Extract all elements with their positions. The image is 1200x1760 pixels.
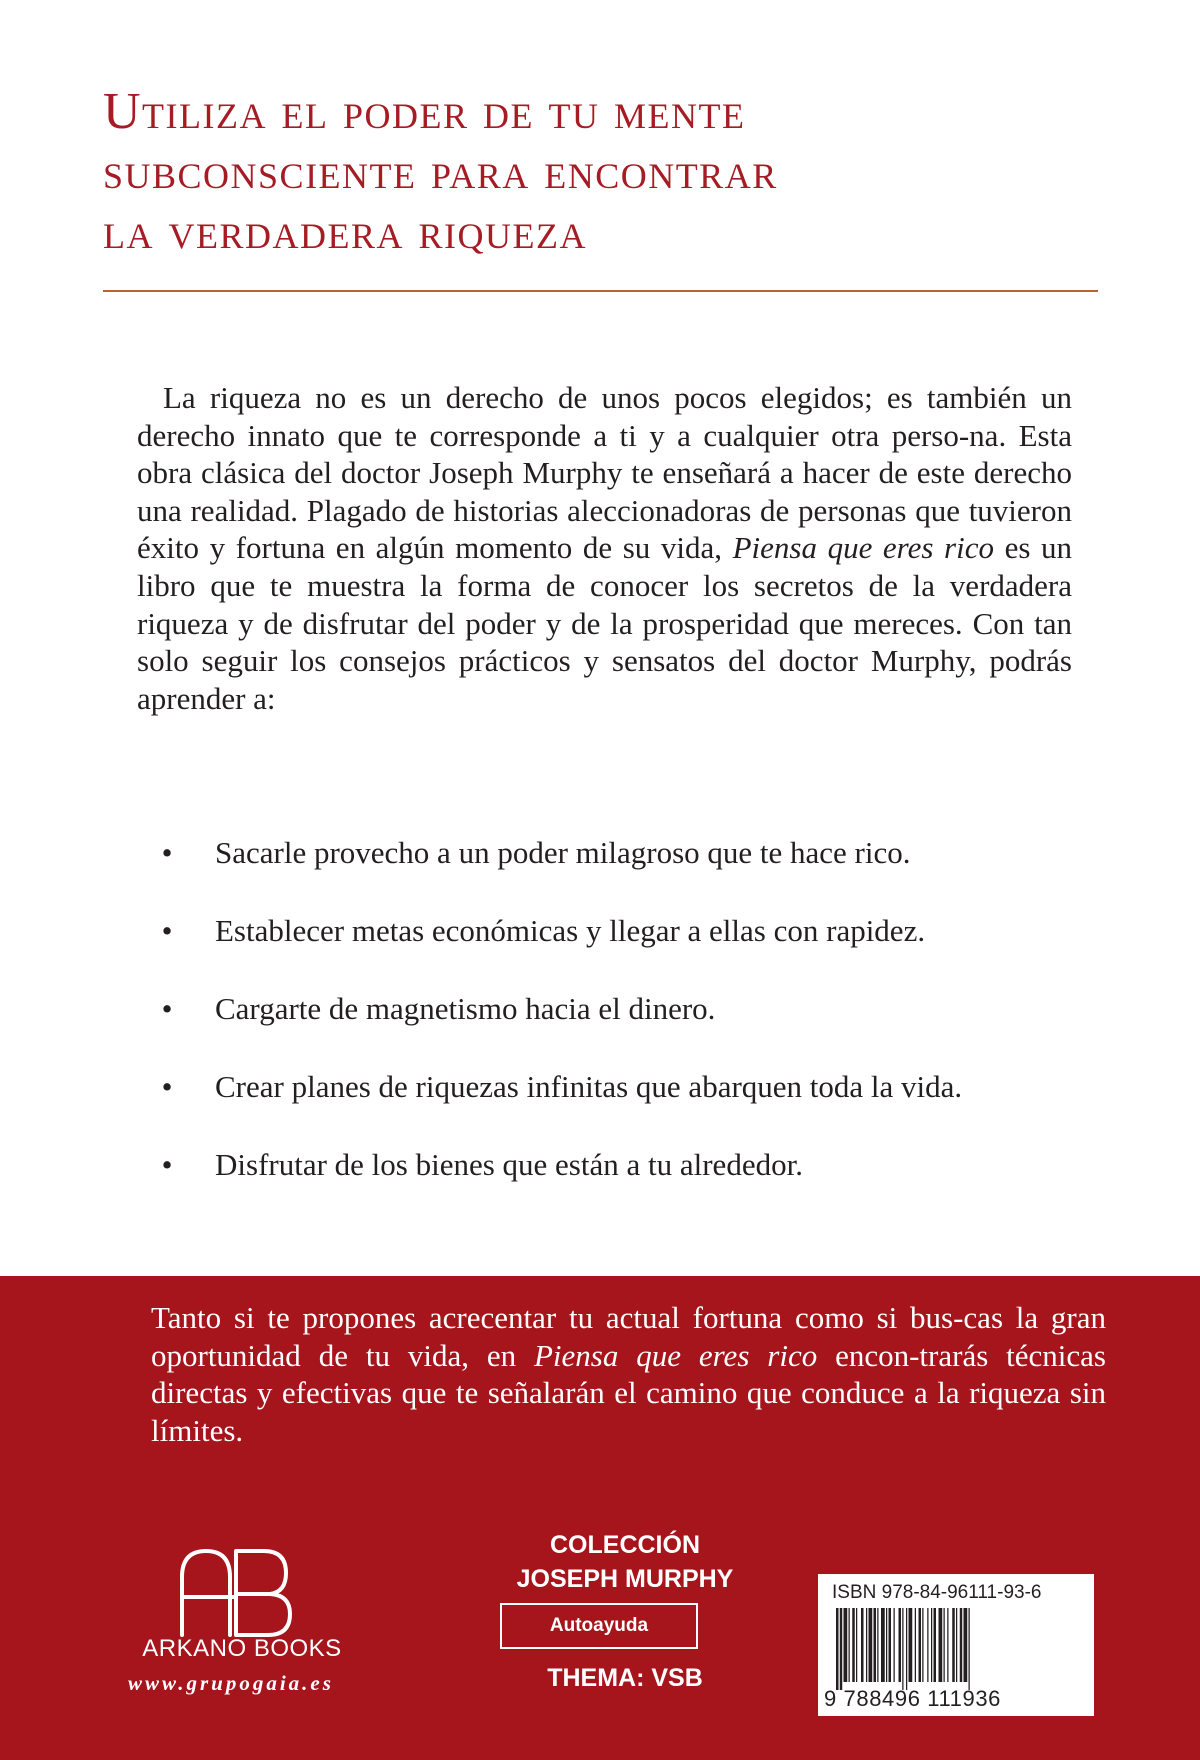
bullet-icon: • [161, 1069, 173, 1104]
publisher-logo [128, 1547, 358, 1707]
list-item [137, 911, 1087, 989]
list-item-text: Disfrutar de los bienes que están a tu alrededor. [215, 1147, 803, 1182]
barcode-bar [902, 1608, 903, 1690]
description-book-title: Piensa que eres rico [732, 530, 994, 566]
description-part-2: es un libro que te muestra la forma de conocer los secretos de la verdadera riqueza y de disfrutar del poder y de la prosperidad que mereces. Con tan solo seguir los consejos prácticos y sensatos del doctor Murphy, podrás aprender a: [137, 530, 1072, 716]
barcode-panel [818, 1574, 1094, 1716]
barcode-bar [844, 1608, 848, 1682]
barcode-bar [947, 1608, 948, 1682]
band-paragraph [151, 1299, 1106, 1449]
publisher-name: ARKANO BOOKS [142, 1635, 342, 1662]
barcode-bar [894, 1608, 895, 1682]
benefits-list [137, 833, 1087, 1223]
description-paragraph [137, 379, 1072, 717]
headline-line-3: la verdadera riqueza [103, 203, 587, 260]
collection-label: COLECCIÓN [550, 1531, 700, 1559]
thema-code: THEMA: VSB [547, 1664, 703, 1692]
barcode-bar [849, 1608, 850, 1682]
barcode-bar [964, 1608, 968, 1682]
barcode-bar [852, 1608, 855, 1682]
list-item-text: Sacarle provecho a un poder milagroso que te hace rico. [215, 835, 911, 870]
barcode-bar [874, 1608, 877, 1682]
headline-divider [103, 290, 1098, 292]
description-part-1: La riqueza no es un derecho de unos pocos elegidos; es también un derecho innato que te corresponde a ti y a cualquier otra perso-na. Esta obra clásica del doctor Joseph Murphy te enseñará a hacer de este derecho una realidad. Plagado de historias aleccionadoras de personas que tuvieron éxito y fortuna en algún momento de su vida, [137, 380, 1072, 566]
headline-line-2: subconsciente para encontrar [103, 143, 778, 200]
barcode-bar [969, 1608, 970, 1690]
bullet-icon: • [161, 835, 173, 870]
publisher-url: www.grupogaia.es [128, 1671, 334, 1695]
genre-badge: Autoayuda [500, 1603, 698, 1649]
bullet-icon: • [161, 913, 173, 948]
list-item [137, 1067, 1087, 1145]
barcode-bar [944, 1608, 945, 1682]
arkano-books-logo-icon [176, 1547, 294, 1637]
list-item-text: Cargarte de magnetismo hacia el dinero. [215, 991, 716, 1026]
barcode-bar [956, 1608, 957, 1682]
headline-line-1: Utiliza el poder de tu mente [103, 83, 746, 140]
barcode-icon [836, 1608, 1082, 1690]
list-item-text: Establecer metas económicas y llegar a ellas con rapidez. [215, 913, 926, 948]
barcode-bar [915, 1608, 916, 1682]
barcode-bar [836, 1608, 839, 1690]
ean-digits: 9 788496 111936 [824, 1686, 1002, 1711]
barcode-bar [931, 1608, 932, 1682]
list-item [137, 1145, 1087, 1223]
barcode-bar [939, 1608, 943, 1682]
barcode-bar [909, 1608, 913, 1682]
barcode-bar [861, 1608, 864, 1682]
barcode-bar [919, 1608, 922, 1682]
barcode-bar [889, 1608, 892, 1682]
barcode-bar [960, 1608, 963, 1682]
barcode-bar [869, 1608, 873, 1682]
list-item-text: Crear planes de riquezas infinitas que abarquen toda la vida. [215, 1069, 963, 1104]
bullet-icon: • [161, 1147, 173, 1182]
barcode-bar [886, 1608, 887, 1682]
collection-block [455, 1528, 795, 1596]
band-text-part-1: Tanto si te propones acrecentar tu actual fortuna como si bus-cas la gran oportunidad de tu vida, en [151, 1300, 1106, 1373]
bullet-icon: • [161, 991, 173, 1026]
list-item [137, 833, 1087, 911]
isbn-label: ISBN 978-84-96111-93-6 [832, 1582, 1042, 1603]
barcode-bar [840, 1608, 843, 1690]
list-item [137, 989, 1087, 1067]
band-book-title: Piensa que eres rico [533, 1337, 818, 1373]
barcode-bar [906, 1608, 907, 1690]
collection-name: JOSEPH MURPHY [516, 1565, 734, 1593]
barcode-bar [877, 1608, 878, 1682]
barcode-bar [856, 1608, 857, 1682]
barcode-bar [866, 1608, 867, 1682]
cover-headline [103, 82, 1103, 262]
barcode-bar [922, 1608, 923, 1682]
barcode-bar [881, 1608, 885, 1682]
barcode-bar [927, 1608, 928, 1682]
barcode-bar [899, 1608, 902, 1682]
band-text-part-2: encon-trarás técnicas directas y efectivas que te señalarán el camino que conduce a la riqueza sin límites. [151, 1337, 1106, 1448]
barcode-bar [952, 1608, 955, 1682]
barcode-bar [934, 1608, 937, 1682]
